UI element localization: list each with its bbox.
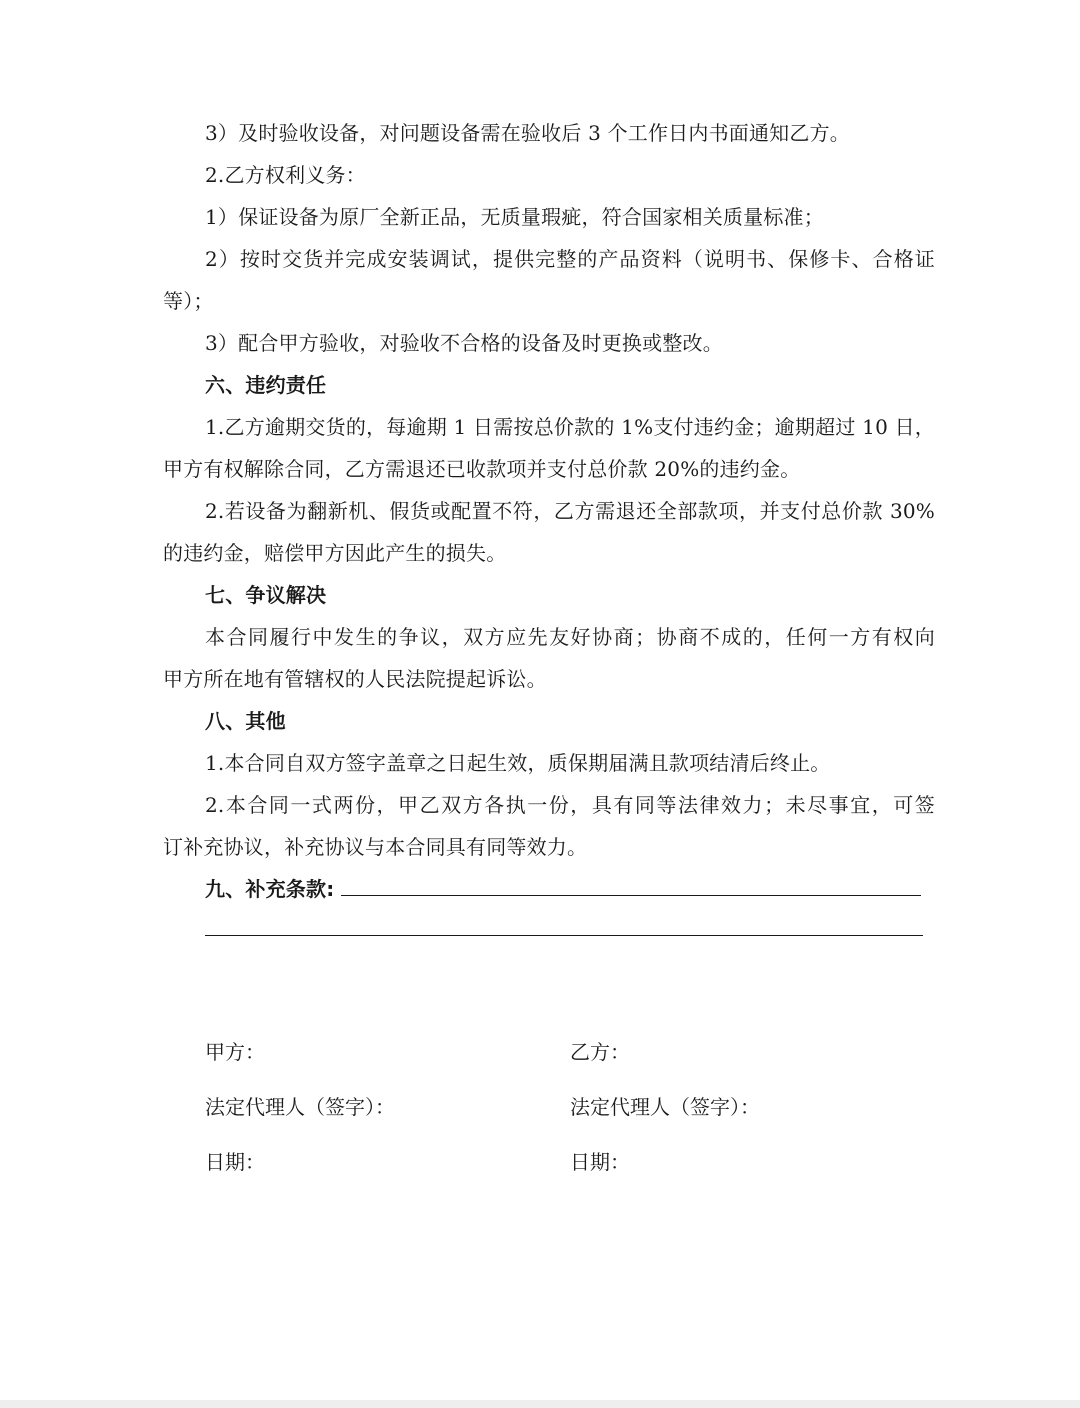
- clause-line: 2.若设备为翻新机、假货或配置不符，乙方需退还全部款项，并支付总价款 30%: [205, 499, 935, 523]
- clause-subheading: 2.乙方权利义务：: [205, 163, 366, 187]
- page-bottom-edge: [0, 1400, 1080, 1408]
- clause-line-continuation: 的违约金，赔偿甲方因此产生的损失。: [163, 541, 507, 565]
- clause-line: 1.乙方逾期交货的，每逾期 1 日需按总价款的 1%支付违约金；逾期超过 10 日，: [205, 415, 935, 439]
- section-heading-breach: 六、违约责任: [205, 373, 327, 397]
- section-heading-supplementary: 九、补充条款:: [205, 877, 335, 901]
- party-a-date-label: 日期：: [205, 1150, 265, 1174]
- clause-line: 3）配合甲方验收，对验收不合格的设备及时更换或整改。: [205, 331, 723, 355]
- clause-line-continuation: 订补充协议，补充协议与本合同具有同等效力。: [163, 835, 588, 859]
- clause-line: 2.本合同一式两份，甲乙双方各执一份，具有同等法律效力；未尽事宜，可签: [205, 793, 935, 817]
- clause-line: 3）及时验收设备，对问题设备需在验收后 3 个工作日内书面通知乙方。: [205, 121, 850, 145]
- clause-line: 2）按时交货并完成安装调试，提供完整的产品资料（说明书、保修卡、合格证: [205, 247, 935, 271]
- party-a-label: 甲方：: [205, 1040, 265, 1064]
- party-a-representative-label: 法定代理人（签字）：: [205, 1095, 395, 1119]
- clause-line: 1）保证设备为原厂全新正品，无质量瑕疵，符合国家相关质量标准；: [205, 205, 824, 229]
- section-heading-other: 八、其他: [205, 709, 286, 733]
- clause-line: 本合同履行中发生的争议，双方应先友好协商；协商不成的，任何一方有权向: [205, 625, 935, 649]
- party-b-date-label: 日期：: [570, 1150, 630, 1174]
- section-heading-dispute: 七、争议解决: [205, 583, 327, 607]
- clause-line: 1.本合同自双方签字盖章之日起生效，质保期届满且款项结清后终止。: [205, 751, 831, 775]
- party-b-label: 乙方：: [570, 1040, 630, 1064]
- party-b-representative-label: 法定代理人（签字）：: [570, 1095, 760, 1119]
- clause-line-continuation: 等）；: [163, 289, 214, 313]
- clause-line-continuation: 甲方有权解除合同，乙方需退还已收款项并支付总价款 20%的违约金。: [163, 457, 801, 481]
- clause-line-continuation: 甲方所在地有管辖权的人民法院提起诉讼。: [163, 667, 547, 691]
- supplementary-blank-line-1[interactable]: [341, 895, 921, 896]
- supplementary-blank-line-2[interactable]: [205, 935, 923, 936]
